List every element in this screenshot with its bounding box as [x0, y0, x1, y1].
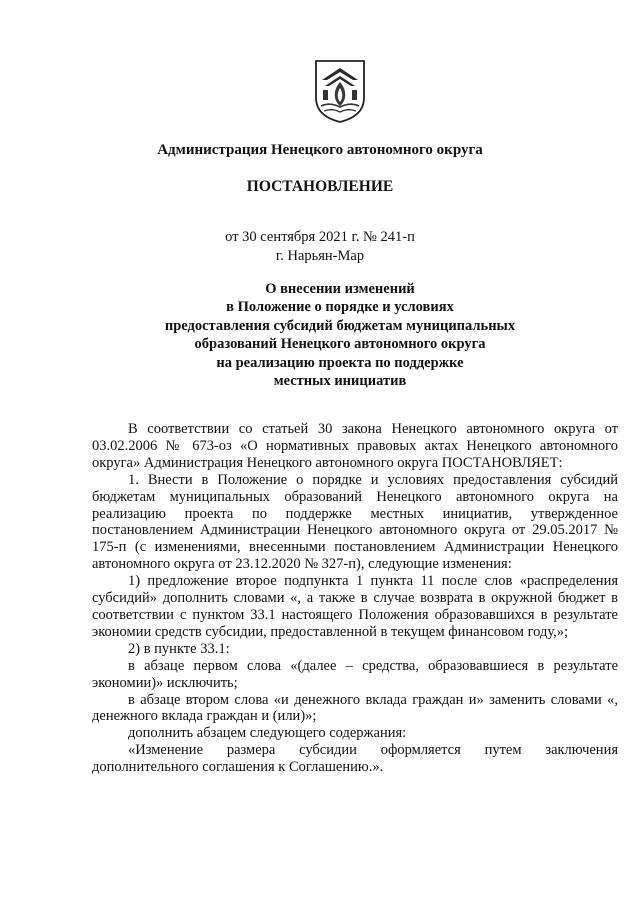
title-line: в Положение о порядке и условиях [226, 299, 454, 316]
title-line: образований Ненецкого автономного округа [194, 336, 486, 353]
coat-of-arms-icon [313, 58, 367, 124]
document-date-number: от 30 сентября 2021 г. № 241-п [225, 229, 415, 245]
document-title [0, 280, 640, 390]
body-paragraph: 1) предложение второе подпункта 1 пункта 11 после слов «распределения субсидий» дополнить словами «, а также в случае возврата в окружной бюджет в соответствии с пунктом 33.1 настоящего Положения образовавшихся в результате экономии средств субсидии, предоставленной в текущем финансовом году,»; [92, 573, 618, 640]
document-city: г. Нарьян-Мар [275, 248, 365, 264]
body-paragraph: 2) в пункте 33.1: [128, 640, 230, 657]
body-paragraph: в абзаце первом слова «(далее – средства, образовавшиеся в результате экономии)» исключить; [92, 657, 618, 691]
title-line: местных инициатив [273, 373, 407, 390]
title-line: предоставления субсидий бюджетам муниципальных [164, 317, 516, 334]
body-paragraph: В соответствии со статьей 30 закона Ненецкого автономного округа от 03.02.2006 № 673-оз «О нормативных правовых актах Ненецкого автономного округа» Администрация Ненецкого автономного округа ПОСТАНОВЛЯЕТ: [92, 421, 618, 471]
body-paragraph: в абзаце втором слова «и денежного вклада граждан и» заменить словами «, денежного вклада граждан и (или)»; [92, 691, 618, 725]
body-paragraph: дополнить абзацем следующего содержания: [128, 725, 407, 742]
document-body [92, 421, 618, 776]
body-paragraph: 1. Внести в Положение о порядке и условиях предоставления субсидий бюджетам муниципальных образований Ненецкого автономного округа на реализацию проекта по поддержке местных инициатив, утвержденное постановлением Администрации Ненецкого автономного округа от 29.05.2017 № 175-п (с изменениями, внесенными постановлением Администрации Ненецкого автономного округа от 23.12.2020 № 327-п), следующие изменения: [92, 471, 618, 573]
organization-name: Администрация Ненецкого автономного округа [157, 142, 483, 158]
body-paragraph: «Изменение размера субсидии оформляется путем заключения дополнительного соглашения к Соглашению.». [92, 742, 618, 776]
title-line: О внесении изменений [265, 281, 415, 297]
title-line: на реализацию проекта по поддержке [216, 354, 464, 371]
document-type: ПОСТАНОВЛЕНИЕ [246, 178, 394, 195]
